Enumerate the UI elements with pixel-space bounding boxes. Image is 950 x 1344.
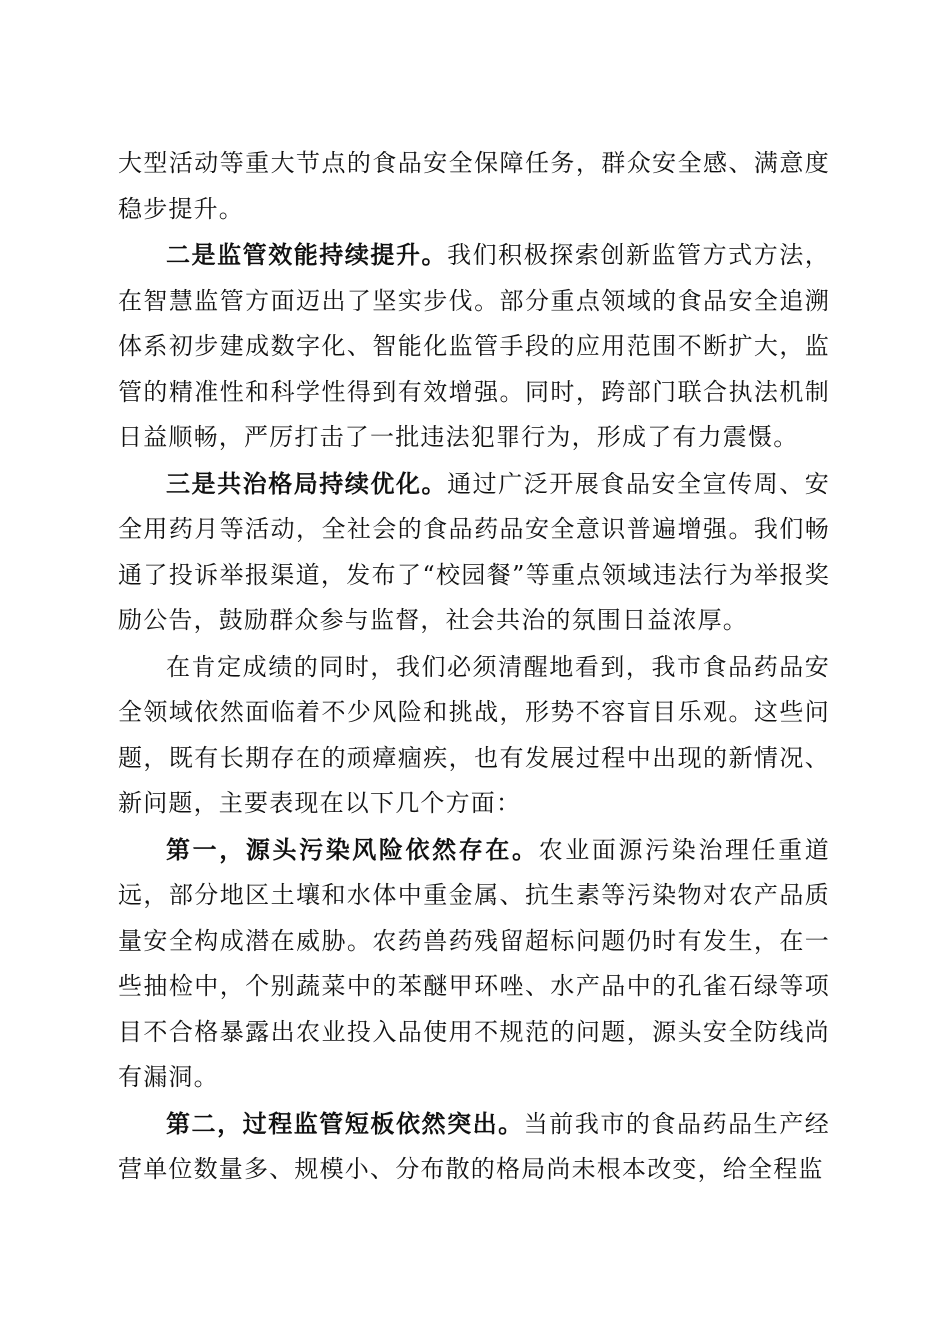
paragraph-4 <box>118 644 830 827</box>
paragraph-6 <box>118 1101 830 1193</box>
document-page <box>118 140 830 1193</box>
paragraph-3 <box>118 461 830 644</box>
paragraph-4-text: 在肯定成绩的同时，我们必须清醒地看到，我市食品药品安全领域依然面临着不少风险和挑战，形势不容盲目乐观。这些问题，既有长期存在的顽瘴痼疾，也有发展过程中出现的新情况、新问题，主要表现在以下几个方面： <box>118 652 830 817</box>
paragraph-6-text: 当前我市的食品药品生产经营单位数量多、规模小、分布散的格局尚未根本改变，给全程监 <box>118 1109 830 1183</box>
paragraph-1-text: 大型活动等重大节点的食品安全保障任务，群众安全感、满意度稳步提升。 <box>118 149 830 223</box>
paragraph-2-text: 我们积极探索创新监管方式方法，在智慧监管方面迈出了坚实步伐。部分重点领域的食品安全追溯体系初步建成数字化、智能化监管手段的应用范围不断扩大，监管的精准性和科学性得到有效增强。同时，跨部门联合执法机制日益顺畅，严厉打击了一批违法犯罪行为，形成了有力震慑。 <box>118 241 831 451</box>
paragraph-3-text: 通过广泛开展食品安全宣传周、安全用药月等活动，全社会的食品药品安全意识普遍增强。我们畅通了投诉举报渠道，发布了“校园餐”等重点领域违法行为举报奖励公告，鼓励群众参与监督，社会共治的氛围日益浓厚。 <box>118 469 831 634</box>
paragraph-5 <box>118 827 830 1101</box>
paragraph-1 <box>118 140 830 232</box>
paragraph-6-lead: 第二，过程监管短板依然突出。 <box>166 1108 524 1138</box>
paragraph-2-lead: 二是监管效能持续提升。 <box>166 240 448 269</box>
paragraph-2 <box>118 232 830 461</box>
paragraph-3-lead: 三是共治格局持续优化。 <box>166 468 448 498</box>
paragraph-5-lead: 第一，源头污染风险依然存在。 <box>166 834 539 864</box>
paragraph-5-text: 农业面源污染治理任重道远，部分地区土壤和水体中重金属、抗生素等污染物对农产品质量安全构成潜在威胁。农药兽药残留超标问题仍时有发生，在一些抽检中，个别蔬菜中的苯醚甲环唑、水产品中的孔雀石绿等项目不合格暴露出农业投入品使用不规范的问题，源头安全防线尚有漏洞。 <box>118 835 830 1091</box>
